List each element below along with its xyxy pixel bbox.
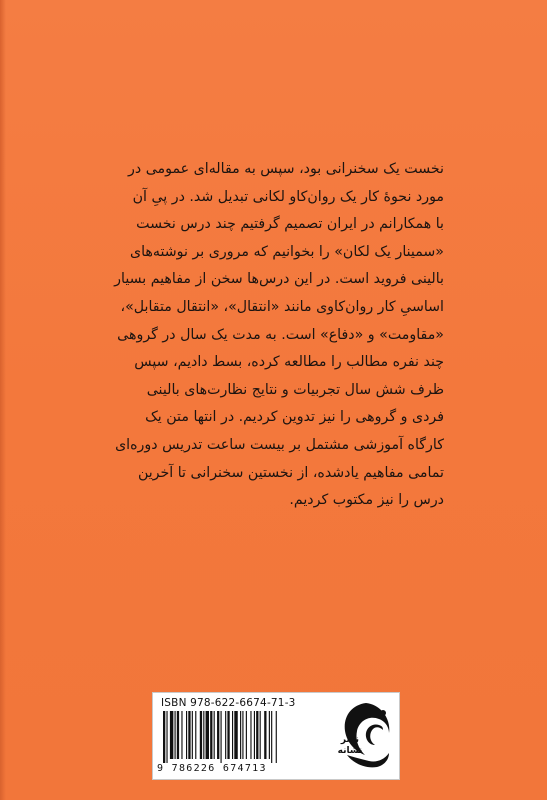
blurb-line: بالینی فروید است. در این درس‌ها سخن از مفاهیم بسیار xyxy=(114,271,444,288)
barcode-bar xyxy=(225,711,226,759)
blurb-line: «مقاومت» و «دفاع» است. به مدت یک سال در گروهی xyxy=(117,326,444,343)
barcode-bar xyxy=(217,711,219,759)
barcode-bar xyxy=(271,711,272,763)
blurb-line: فردی و گروهی را نیز تدوین کردیم. در انتها متن یک xyxy=(145,409,444,426)
barcode-bar xyxy=(206,711,209,759)
blurb-line: مورد نحوۀ کار یک روان‌کاو لکانی تبدیل شد. در پیِ آن xyxy=(132,188,444,205)
blurb-line: چند نفره مطالب را مطالعه کرده، بسط دادیم، سپس xyxy=(134,354,444,371)
barcode-panel xyxy=(152,692,400,780)
barcode-bar xyxy=(260,711,261,759)
blurb-line: «سمینار یک لکان» را بخوانیم که مروری بر نوشته‌های xyxy=(130,243,444,260)
barcode-bar xyxy=(163,711,165,763)
blurb-line: اساسیِ کار روان‌کاوی مانند «انتقال»، «انتقال متقابل»، xyxy=(120,298,444,315)
barcode-icon xyxy=(161,711,333,763)
barcode-digits: 9 786226 674713 xyxy=(157,763,267,774)
barcode-bar xyxy=(269,711,270,759)
barcode-bar xyxy=(186,711,187,759)
barcode-bar xyxy=(234,711,237,759)
publisher-name: نشر نشانه xyxy=(337,735,363,756)
barcode-bar xyxy=(276,711,277,763)
isbn-label: ISBN 978-622-6674-71-3 xyxy=(161,697,296,709)
blurb-line: کارگاه آموزشی مشتمل بر بیست ساعت تدریس دوره‌ای xyxy=(115,436,444,453)
blurb-line: نخست یک سخنرانی بود، سپس به مقاله‌ای عمومی در xyxy=(128,161,444,177)
barcode-bar xyxy=(200,711,202,759)
blurb-line: ظرف شش سال تجربیات و نتایج نظارت‌های بالینی xyxy=(146,381,444,398)
barcode-bar xyxy=(210,711,212,759)
barcode-bar xyxy=(203,711,204,759)
blurb-line: درس را نیز مکتوب کردیم. xyxy=(289,492,444,509)
barcode-bar xyxy=(256,711,258,759)
barcode-bar xyxy=(177,711,179,759)
barcode-bar xyxy=(264,711,266,759)
barcode-bar xyxy=(214,711,215,759)
barcode-bar xyxy=(166,711,167,763)
barcode-bar xyxy=(181,711,182,759)
barcode-bar xyxy=(242,711,243,759)
barcode-bar xyxy=(195,711,196,759)
barcode-bar xyxy=(254,711,255,759)
barcode-bar xyxy=(175,711,176,759)
blurb-line: تمامی مفاهیم یادشده، از نخستین سخنرانی تا آخرین xyxy=(137,464,444,481)
barcode-bar xyxy=(250,711,251,759)
barcode-bar xyxy=(232,711,233,759)
barcode-bar xyxy=(170,711,173,759)
barcode-bar xyxy=(221,711,222,763)
barcode-bar xyxy=(246,711,247,759)
barcode-bar xyxy=(188,711,190,759)
blurb-line: با همکارانم در ایران تصمیم گرفتیم چند درس نخست xyxy=(136,216,444,233)
blurb-text xyxy=(104,156,444,515)
barcode-bar xyxy=(192,711,193,759)
barcode-bar xyxy=(240,711,241,759)
barcode-bar xyxy=(227,711,229,759)
